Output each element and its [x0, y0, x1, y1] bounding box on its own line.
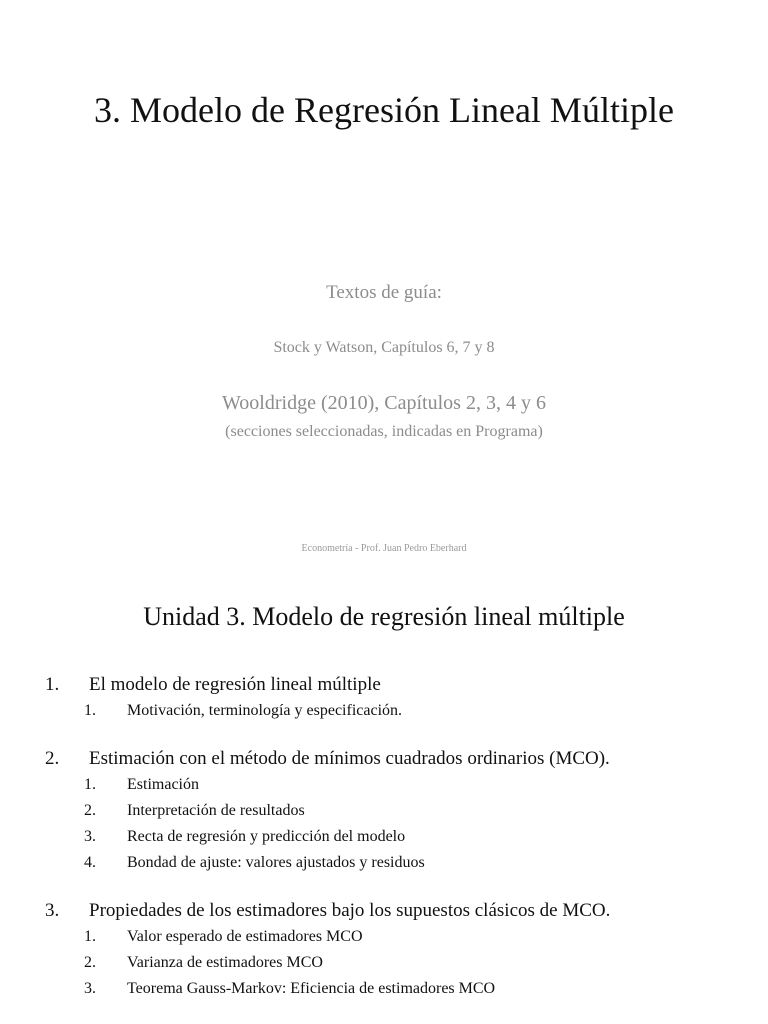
item-text: Valor esperado de estimadores MCO: [127, 928, 363, 945]
section-heading: [0, 672, 768, 698]
item-text: Bondad de ajuste: valores ajustados y residuos: [127, 854, 425, 871]
list-item: [0, 850, 768, 876]
item-text: Interpretación de resultados: [127, 802, 305, 819]
item-number: 3.: [84, 980, 96, 997]
list-item: [0, 976, 768, 1002]
list-item: [0, 950, 768, 976]
list-item: [0, 824, 768, 850]
item-text: Varianza de estimadores MCO: [127, 954, 323, 971]
item-number: 1.: [84, 776, 96, 793]
outline-list: [0, 672, 768, 1024]
item-text: Estimación: [127, 776, 199, 793]
section-heading: [0, 898, 768, 924]
slide-title: 3. Modelo de Regresión Lineal Múltiple: [94, 90, 674, 130]
section-text: El modelo de regresión lineal múltiple: [89, 674, 381, 695]
item-text: Motivación, terminología y especificación.: [127, 702, 403, 719]
slide-footer: Econometría - Prof. Juan Pedro Eberhard: [301, 543, 467, 554]
outline-section: [0, 672, 768, 724]
outline-slide: [0, 576, 768, 1024]
list-item: [0, 798, 768, 824]
guide-heading: Textos de guía:: [326, 282, 442, 303]
list-item: [0, 772, 768, 798]
guide-reference-wooldridge: Wooldridge (2010), Capítulos 2, 3, 4 y 6: [222, 392, 546, 414]
list-item: [0, 698, 768, 724]
item-number: 2.: [84, 802, 96, 819]
section-heading: [0, 746, 768, 772]
guide-reference-stock-watson: Stock y Watson, Capítulos 6, 7 y 8: [273, 339, 495, 356]
guide-reference-note: (secciones seleccionadas, indicadas en Programa): [225, 423, 543, 440]
section-text: Propiedades de los estimadores bajo los supuestos clásicos de MCO.: [89, 900, 611, 921]
item-number: 1.: [84, 702, 96, 719]
item-text: Teorema Gauss-Markov: Eficiencia de estimadores MCO: [127, 980, 496, 997]
section-number: 2.: [45, 748, 60, 769]
section-text: Estimación con el método de mínimos cuadrados ordinarios (MCO).: [89, 748, 610, 769]
outline-section: [0, 898, 768, 1002]
section-number: 1.: [45, 674, 60, 695]
item-text: Recta de regresión y predicción del modelo: [127, 828, 406, 845]
item-number: 1.: [84, 928, 96, 945]
list-item: [0, 924, 768, 950]
item-number: 2.: [84, 954, 96, 971]
section-number: 3.: [45, 900, 60, 921]
outline-section: [0, 746, 768, 876]
item-number: 4.: [84, 854, 96, 871]
unit-title: Unidad 3. Modelo de regresión lineal múltiple: [143, 602, 625, 631]
item-number: 3.: [84, 828, 96, 845]
